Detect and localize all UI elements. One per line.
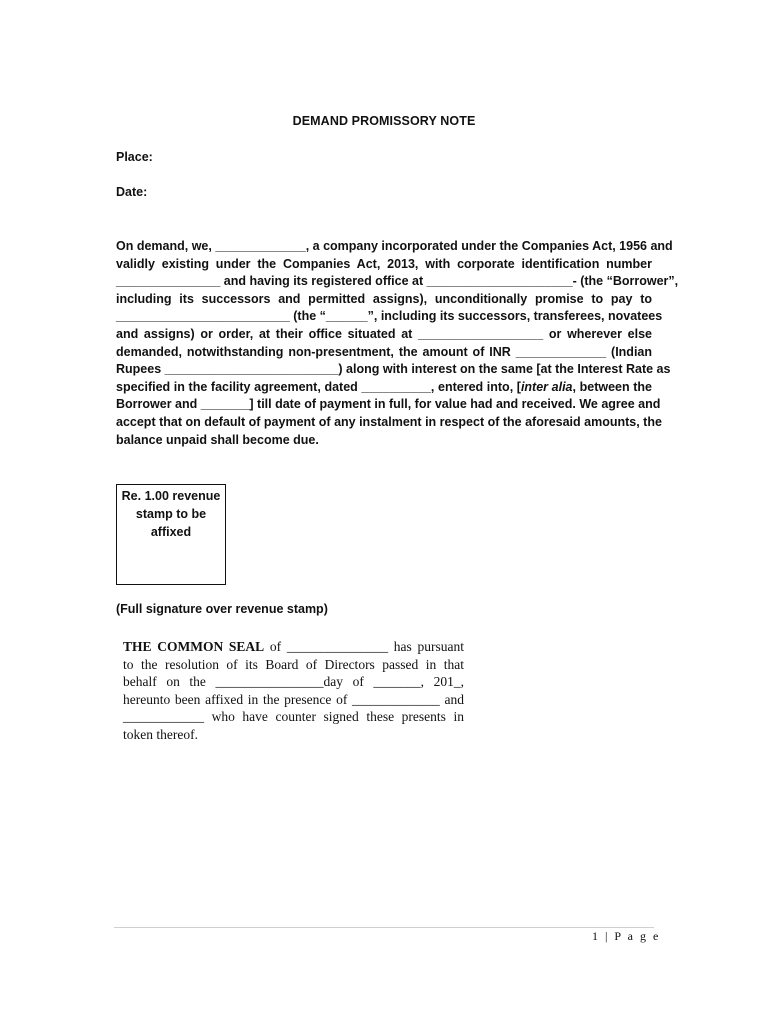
document-title: DEMAND PROMISSORY NOTE — [292, 114, 476, 128]
body-line: On demand, we, _____________, a company incorporated under the Companies Act, 1956 and — [116, 239, 673, 253]
footer-divider — [114, 927, 654, 928]
inter-alia-italic: inter alia — [520, 379, 573, 394]
stamp-box-line: stamp to be — [135, 507, 207, 521]
seal-line: ____________ who have counter signed these presents in — [123, 709, 464, 724]
place-label: Place: — [116, 150, 153, 164]
promissory-body-paragraph — [116, 238, 679, 449]
seal-line: token thereof. — [123, 726, 198, 742]
body-line: Rupees _________________________) along with interest on the same [at the Interest Rate as — [116, 362, 671, 377]
body-line: Borrower and _______] till date of payment in full, for value had and received. We agree and — [116, 397, 661, 412]
seal-line-text: of _______________ has pursuant — [264, 639, 465, 654]
seal-line — [123, 638, 464, 656]
body-line: _______________ and having its registered office at _____________________- (the “Borrower”, — [116, 274, 679, 289]
seal-line: behalf on the ________________day of _______, 201_, — [123, 674, 464, 689]
stamp-box-line: affixed — [150, 525, 192, 539]
signature-caption: (Full signature over revenue stamp) — [116, 602, 328, 616]
body-line: specified in the facility agreement, dated __________, entered into, [inter alia, between the — [116, 379, 652, 394]
seal-line: hereunto been affixed in the presence of _____________ and — [123, 691, 464, 707]
seal-line: to the resolution of its Board of Directors passed in that — [123, 656, 464, 672]
stamp-box-line: Re. 1.00 revenue — [121, 489, 221, 503]
body-line: including its successors and permitted assigns), unconditionally promise to pay to — [116, 291, 652, 306]
body-line: demanded, notwithstanding non-presentment, the amount of INR _____________ (Indian — [116, 344, 652, 359]
body-line: and assigns) or order, at their office situated at __________________ or wherever else — [116, 326, 652, 341]
common-seal-paragraph — [123, 638, 464, 743]
revenue-stamp-box — [116, 484, 226, 585]
body-line: accept that on default of payment of any instalment in respect of the aforesaid amounts, the — [116, 414, 662, 429]
body-line: balance unpaid shall become due. — [116, 432, 319, 447]
body-line: validly existing under the Companies Act, 2013, with corporate identification number — [116, 256, 652, 271]
seal-lead: THE COMMON SEAL — [123, 639, 265, 654]
body-line: _________________________ (the “______”, including its successors, transferees, novatees — [116, 309, 663, 324]
date-label: Date: — [116, 185, 148, 199]
page-number: 1 | P a g e — [592, 929, 661, 943]
